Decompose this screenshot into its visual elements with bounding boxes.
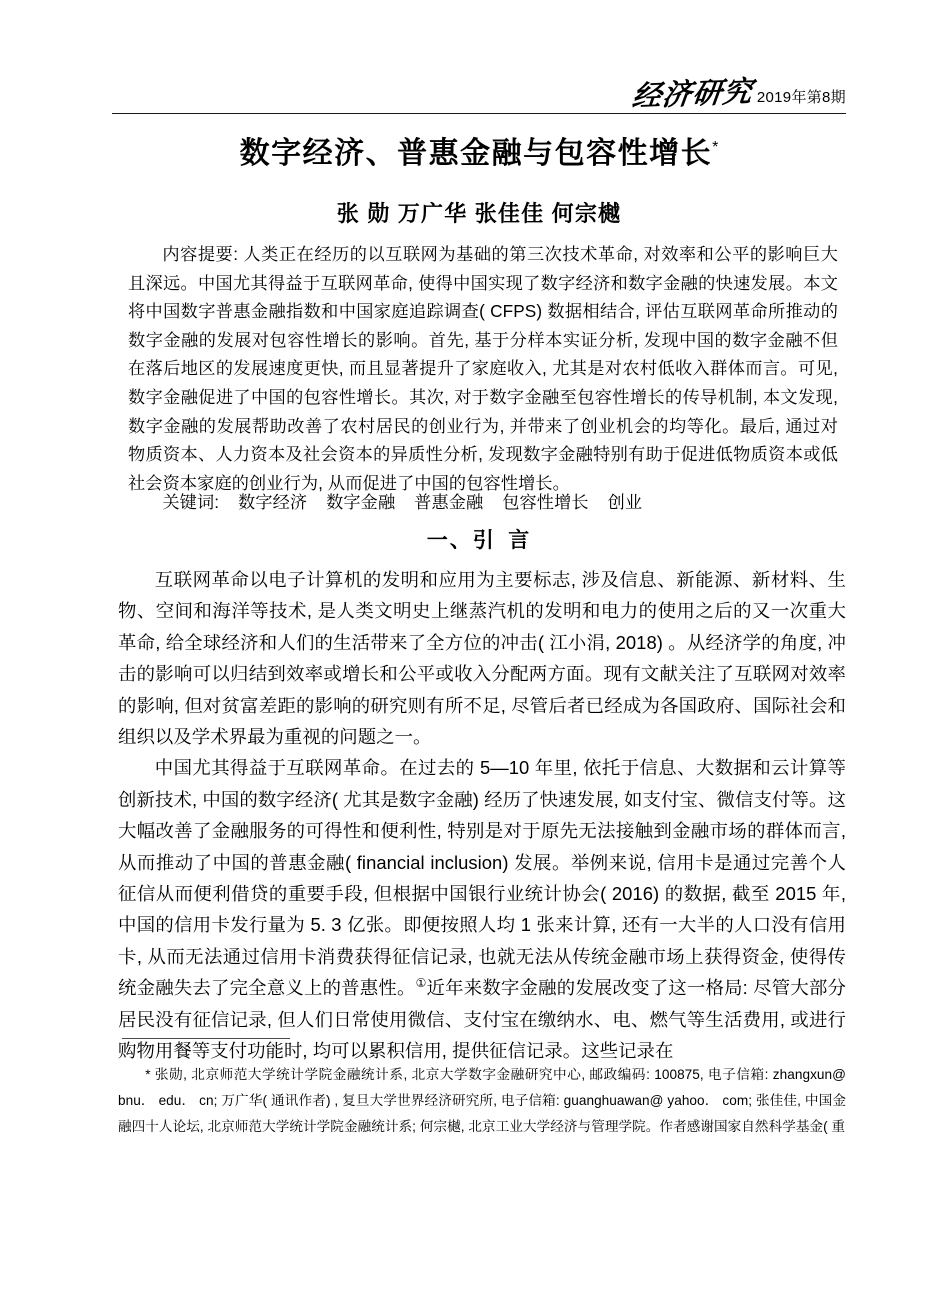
- section-title-first: 引: [472, 529, 496, 552]
- keywords: [128, 488, 838, 517]
- section-heading: [112, 527, 846, 554]
- keyword-item: 数字金融: [326, 492, 396, 512]
- keyword-item: 普惠金融: [414, 492, 484, 512]
- section-title-second: 言: [508, 529, 532, 552]
- section-number: 一、: [426, 529, 473, 552]
- paragraph: 互联网革命以电子计算机的发明和应用为主要标志, 涉及信息、新能源、新材料、生物、空间和海洋等技术, 是人类文明史上继蒸汽机的发明和电力的使用之后的又一次重大革命, 给全球经济和人们的生活带来了全方位的冲击( 江小涓, 2018) 。从经济学的角度, 冲击的影响可以归结到效率或增长和公平或收入分配两方面。现有文献关注了互联网对效率的影响, 但对贫富差距的影响的研究则有所不足, 尽管后者已经成为各国政府、国际社会和组织以及学术界最为重视的问题之一。: [118, 569, 846, 748]
- keyword-item: 包容性增长: [502, 492, 589, 512]
- header-rule: [112, 113, 846, 114]
- paragraph: [118, 752, 846, 1066]
- issue-label: 2019年第8期: [756, 89, 846, 106]
- footnote-text: * 张勋, 北京师范大学统计学院金融统计系, 北京大学数字金融研究中心, 邮政编码: 100875, 电子信箱: zhangxun@ bnu． edu． cn; 万广华( 通讯作者) , 复旦大学世界经济研究所, 电子信箱: guanghuawan@ yahoo． com; 张佳佳, 中国金融四十人论坛, 北京师范大学统计学院金融统计系; 何宗樾, 北京工业大学经济与管理学院。作者感谢国家自然科学基金( 重: [118, 1067, 846, 1134]
- author-list: 张 勋 万广华 张佳佳 何宗樾: [336, 201, 622, 226]
- body-text: [118, 564, 846, 1067]
- keyword-item: 创业: [607, 492, 643, 512]
- title-footnote-marker: *: [712, 139, 719, 156]
- page-title: [112, 135, 846, 173]
- keywords-label: 关键词:: [162, 492, 220, 512]
- running-head: [112, 62, 846, 114]
- footnote-rule: [122, 1038, 290, 1039]
- keyword-item: 数字经济: [238, 492, 308, 512]
- paragraph-part: 中国尤其得益于互联网革命。在过去的 5—10 年里, 依托于信息、大数据和云计算等创新技术, 中国的数字经济( 尤其是数字金融) 经历了快速发展, 如支付宝、微信支付等。这大幅改善了金融服务的可得性和便利性, 特别是对于原先无法接触到金融市场的群体而言, 从而推动了中国的普惠金融( financial inclusion) 发展。举例来说, 信用卡是通过完善个人征信从而便利借贷的重要手段, 但根据中国银行业统计协会( 2016) 的数据, 截至 2015 年, 中国的信用卡发行量为 5. 3 亿张。即便按照人均 1 张来计算, 还有一大半的人口没有信用卡, 从而无法通过信用卡消费获得征信记录, 也就无法从传统金融市场上获得资金, 使得传统金融失去了完全意义上的普惠性。: [118, 757, 846, 999]
- journal-masthead: 经济研究: [630, 76, 755, 114]
- abstract: [128, 240, 838, 497]
- footnote-marker: ①: [415, 976, 427, 991]
- abstract-text: 内容提要: 人类正在经历的以互联网为基础的第三次技术革命, 对效率和公平的影响巨大且深远。中国尤其得益于互联网革命, 使得中国实现了数字经济和数字金融的快速发展。本文将中国数字普惠金融指数和中国家庭追踪调查( CFPS) 数据相结合, 评估互联网革命所推动的数字金融的发展对包容性增长的影响。首先, 基于分样本实证分析, 发现中国的数字金融不但在落后地区的发展速度更快, 而且显著提升了家庭收入, 尤其是对农村低收入群体而言。可见, 数字金融促进了中国的包容性增长。其次, 对于数字金融至包容性增长的传导机制, 本文发现, 数字金融的发展帮助改善了农村居民的创业行为, 并带来了创业机会的均等化。最后, 通过对物质资本、人力资本及社会资本的异质性分析, 发现数字金融特别有助于促进低物质资本或低社会资本家庭的创业行为, 从而促进了中国的包容性增长。: [128, 244, 838, 493]
- paragraph-part: 近年来数字金融的发展改变了这一格局: 尽管大部分居民没有征信记录, 但人们日常使用微信、支付宝在缴纳水、电、燃气等生活费用, 或进行购物用餐等支付功能时, 均可以累积信用, 提供征信记录。这些记录在: [118, 977, 846, 1062]
- article-title: 数字经济、普惠金融与包容性增长: [239, 137, 713, 170]
- footnote: [118, 1062, 846, 1140]
